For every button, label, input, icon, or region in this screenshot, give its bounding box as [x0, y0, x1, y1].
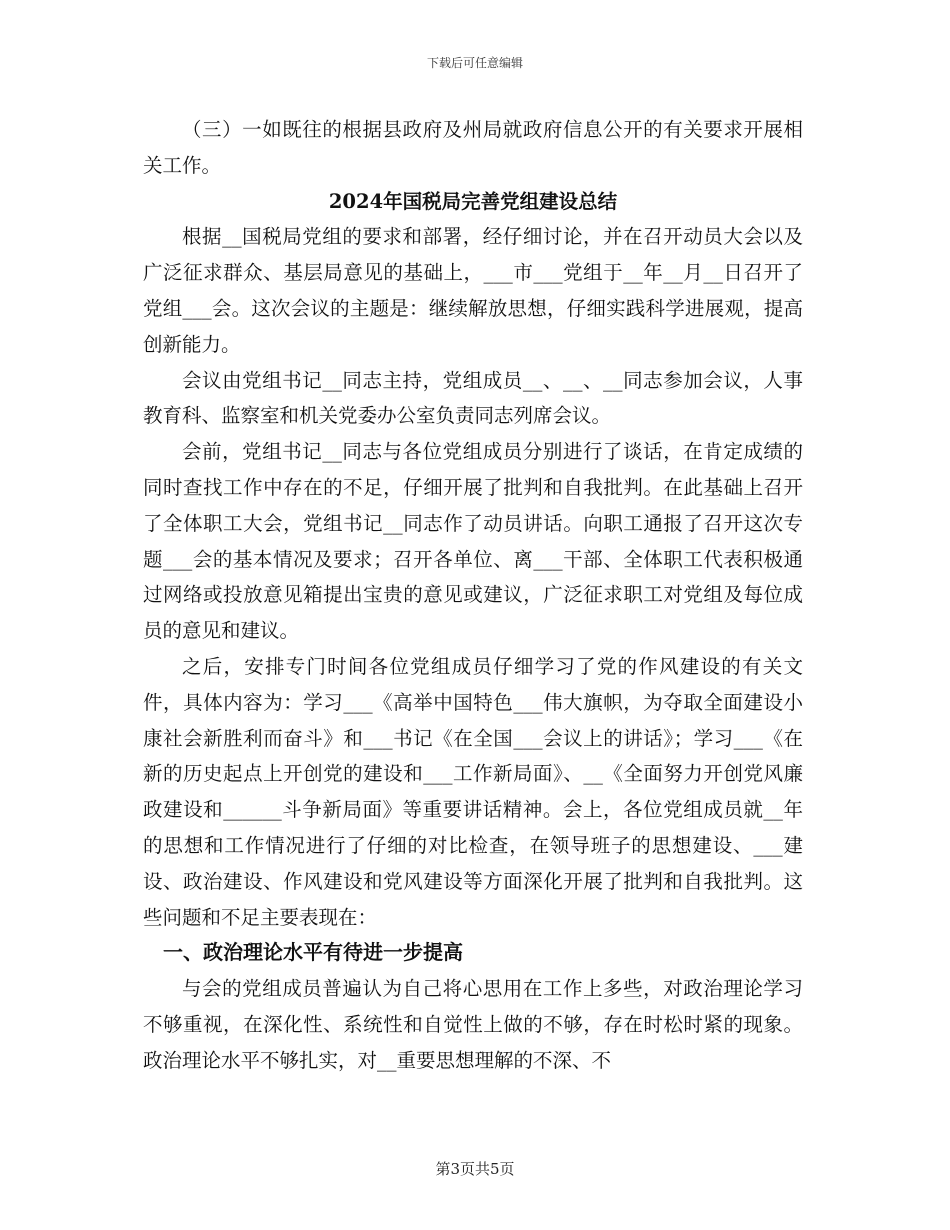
intro-paragraph: （三）一如既往的根据县政府及州局就政府信息公开的有关要求开展相关工作。 [143, 118, 803, 177]
body-paragraph: 会前，党组书记__同志与各位党组成员分别进行了谈话，在肯定成绩的同时查找工作中存在的不足，仔细开展了批判和自我批判。在此基础上召开了全体职工大会，党组书记__同志作了动员讲话。向职工通报了召开这次专题___会的基本情况及要求；召开各单位、离___干部、全体职工代表积极通过网络或投放意见箱提出宝贵的意见或建议，广泛征求职工对党组及每位成员的意见和建议。 [143, 440, 803, 643]
body-paragraph: 之后，安排专门时间各位党组成员仔细学习了党的作风建设的有关文件，具体内容为：学习___《高举中国特色___伟大旗帜，为夺取全面建设小康社会新胜利而奋斗》和___书记《在全国___会议上的讲话》；学习___《在新的历史起点上开创党的建设和___工作新局面》、__《全面努力开创党风廉政建设和______斗争新局面》等重要讲话精神。会上，各位党组成员就__年的思想和工作情况进行了仔细的对比检查，在领导班子的思想建设、___建设、政治建设、作风建设和党风建设等方面深化开展了批判和自我批判。这些问题和不足主要表现在： [143, 654, 803, 929]
body-paragraph: 根据__国税局党组的要求和部署，经仔细讨论，并在召开动员大会以及广泛征求群众、基层局意见的基础上，___市___党组于__年__月__日召开了党组___会。这次会议的主题是：继续解放思想，仔细实践科学进展观，提高创新能力。 [143, 225, 803, 356]
document-title: 2024年国税局完善党组建设总结 [328, 189, 618, 213]
section-paragraph: 与会的党组成员普遍认为自己将心思用在工作上多些，对政治理论学习不够重视，在深化性、系统性和自觉性上做的不够，存在时松时紧的现象。政治理论水平不够扎实，对__重要思想理解的不深、不 [143, 977, 803, 1072]
body-paragraph: 会议由党组书记__同志主持，党组成员__、__、__同志参加会议，人事教育科、监察室和机关党委办公室负责同志列席会议。 [143, 368, 803, 428]
section-heading: 一、政治理论水平有待进一步提高 [163, 940, 463, 965]
document-body [143, 112, 803, 1079]
page-header: 下载后可任意编辑 [426, 56, 523, 70]
page-number: 第3页共5页 [435, 1160, 515, 1178]
